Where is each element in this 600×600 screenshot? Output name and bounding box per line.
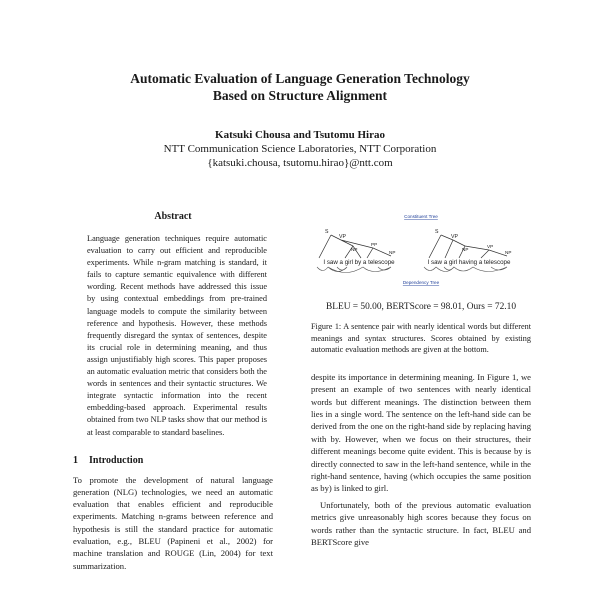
- node-label: NP: [351, 247, 358, 252]
- figure-caption: Figure 1: A sentence pair with nearly identical words but different meanings and syntax structures. Scores obtained by existing automatic evaluation methods are given at the bottom.: [311, 322, 531, 355]
- section-heading: [73, 455, 273, 466]
- node-label: VP: [487, 244, 494, 249]
- title-line-1: Automatic Evaluation of Language Generation Technology: [130, 71, 470, 86]
- tree-diagram: [311, 212, 531, 290]
- title-line-2: Based on Structure Alignment: [212, 88, 388, 103]
- paper-title: [0, 70, 600, 104]
- section-number: 1: [73, 454, 78, 466]
- figure-scores: BLEU = 50.00, BERTScore = 98.01, Ours = 72.10: [325, 302, 517, 312]
- constituent-tree-label: Constituent Tree: [404, 214, 438, 219]
- right-sentence: I saw a girl having a telescope: [427, 259, 511, 266]
- author-email: {katsuki.chousa, tsutomu.hirao}@ntt.com: [207, 157, 393, 169]
- node-label: NP: [462, 247, 469, 252]
- paragraph: despite its importance in determining meaning. In Figure 1, we present an example of two sentences with nearly identical words but different meanings. The distinction between them lies in a single word. The sentence on the left-hand side can be derived from the one on the right-hand side by replacing having with by. However, when we focus on their structures, their different meanings become quite evident. This is because by is directly connected to saw in the left-hand sentence, while in the right-hand sentence, having (which occupies the same position as by) is linked to girl.: [311, 371, 531, 494]
- author-block: [0, 128, 600, 170]
- node-label: PP: [371, 242, 378, 247]
- section-title: Introduction: [89, 454, 144, 466]
- paragraph: Unfortunately, both of the previous automatic evaluation metrics give unreasonably high scores because they focus on words rather than the syntactic structure. In fact, BLEU and BERTScore give: [311, 499, 531, 548]
- node-label: NP: [505, 250, 512, 255]
- left-dependency-arcs: [317, 267, 391, 273]
- node-label: S: [435, 229, 439, 235]
- abstract-heading: Abstract: [154, 211, 192, 222]
- dependency-tree-label: Dependency Tree: [402, 280, 440, 285]
- right-dependency-arcs: [424, 267, 507, 272]
- left-sentence: I saw a girl by a telescope: [323, 259, 395, 266]
- left-column: [73, 211, 273, 572]
- node-label: S: [325, 229, 329, 235]
- node-label: VP: [451, 234, 458, 240]
- author-names: Katsuki Chousa and Tsutomu Hirao: [215, 129, 385, 141]
- affiliation: NTT Communication Science Laboratories, NTT Corporation: [163, 143, 437, 155]
- right-node-labels: [435, 229, 511, 255]
- right-body-text: [311, 371, 531, 549]
- node-label: NP: [389, 250, 396, 255]
- figure-1: [311, 212, 531, 290]
- right-column: [311, 212, 531, 552]
- intro-text: To promote the development of natural language generation (NLG) technologies, we need an automatic evaluation that enables efficient and reproducible experiments. Matching n-grams between reference and hypothesis is still the standard practice for automatic evaluation, e.g., BLEU (Papineni et al., 2002) for machine translation and ROUGE (Lin, 2004) for text summarization.: [73, 474, 273, 571]
- abstract-text: Language generation techniques require automatic evaluation to carry out efficient and reproducible experiments. While n-gram matching is standard, it fails to capture semantic equivalence with different wording. Recent methods have addressed this issue by using contextual embeddings from pre-trained language models to compute the similarity between reference and hypothesis. However, these methods frequently disregard the syntax of sentences, despite its crucial role in determining meaning, and thus assign unjustifiably high scores. This paper proposes an automatic evaluation metric that considers both the words in sentences and their syntactic structures. We integrate syntactic information into the recent embedding-based approach. Experimental results obtained from two NLP tasks show that our method is at least comparable to standard baselines.: [87, 234, 267, 437]
- node-label: VP: [339, 234, 346, 240]
- left-node-labels: [325, 229, 395, 255]
